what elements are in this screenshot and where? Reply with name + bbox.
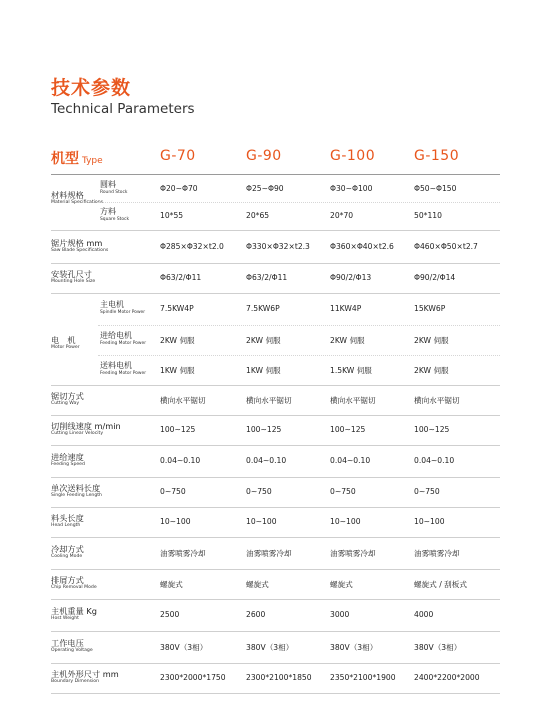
spec-value: 横向水平锯切 [414,396,460,405]
row-label-cn: 锯切方式 [51,391,84,401]
row-divider [98,355,500,356]
row-label [51,392,84,407]
spec-value: 1KW 伺服 [160,366,195,375]
row-divider [98,202,500,203]
spec-value: 螺旋式 [330,580,353,589]
group-label-cn: 材料规格 [51,190,84,200]
row-label-en: Host Weight [51,616,79,622]
spec-value: 2KW 伺服 [160,336,195,345]
group-label-material [51,191,103,206]
spec-value: 油雾喷雾冷却 [246,549,292,558]
model-header: G-150 [414,148,460,164]
type-header-en: Type [82,156,103,166]
spec-value: 10~100 [246,517,277,526]
spec-value: 2400*2200*2000 [414,673,480,682]
spec-value: 100~125 [160,425,196,434]
row-label-en: Mounting Hole Size [51,279,96,285]
row-label-en: Cooling Mode [51,554,83,560]
spec-value: Φ285×Φ32×t2.0 [160,241,224,251]
row-divider [51,663,500,664]
spec-value: Φ330×Φ32×t2.3 [246,241,310,251]
row-label-en: Head Length [51,523,81,529]
spec-value: 2KW 伺服 [246,336,281,345]
type-header [51,148,103,172]
type-header-cn: 机型 [51,151,79,167]
row-label [100,181,127,195]
spec-value: 100~125 [414,425,450,434]
row-label-cn: 排屑方式 [51,575,84,585]
table-top-rule [51,174,500,175]
row-label-cn: 送料电机 [100,361,132,370]
row-label-cn: 料头长度 [51,513,84,523]
spec-value: 0.04~0.10 [330,456,371,465]
spec-value: 1.5KW 伺服 [330,366,372,375]
spec-value: 0~750 [246,487,272,496]
row-divider [51,507,500,508]
row-label-en: Saw Blade Specifications [51,247,109,253]
row-label-cn: 工作电压 [51,638,84,648]
spec-value: 油雾喷雾冷却 [160,549,206,558]
spec-value: 油雾喷雾冷却 [414,549,460,558]
spec-value: 油雾喷雾冷却 [330,549,376,558]
row-divider [51,385,500,386]
page-title-en: Technical Parameters [51,101,195,117]
row-label-en: Chip Removal Mode [51,585,97,591]
row-label-cn: 进给电机 [100,331,132,340]
row-label-en: Feeding Speed [51,462,85,468]
row-label-en: Square Stock [100,217,130,222]
row-divider [51,445,500,446]
group-label-cn: 电 机 [51,335,76,345]
group-label-motor [51,336,80,351]
spec-value: Φ460×Φ50×t2.7 [414,241,478,251]
row-label [100,208,129,222]
row-divider [51,415,500,416]
spec-value: 0~750 [330,487,356,496]
row-label-cn: 主电机 [100,300,124,309]
row-label-cn: 方料 [100,207,116,216]
row-label [51,422,121,437]
row-label [51,607,97,622]
spec-value: 20*70 [330,211,354,220]
spec-value: 1KW 伺服 [246,366,281,375]
spec-value: 7.5KW4P [160,304,194,313]
row-label [51,576,97,591]
spec-value: 50*110 [414,211,442,220]
spec-value: Φ63/2/Φ11 [160,273,202,282]
row-divider [51,693,500,694]
row-label-cn: 冷却方式 [51,544,84,554]
spec-value: 0.04~0.10 [160,456,201,465]
row-label [100,301,145,315]
row-divider [51,599,500,600]
row-label [51,453,85,468]
model-header: G-90 [246,148,282,164]
spec-value: 螺旋式 [160,580,183,589]
spec-value: 2KW 伺服 [414,336,449,345]
row-label-en: Feeding Motor Power [100,371,147,376]
spec-value: 4000 [414,610,434,619]
spec-value: 10~100 [414,517,445,526]
spec-value: 7.5KW6P [246,304,280,313]
spec-value: 螺旋式 / 刮板式 [414,580,467,589]
spec-value: 2350*2100*1900 [330,673,396,682]
group-label-en: Motor Power [51,345,80,351]
row-label [51,639,93,654]
row-divider [51,230,500,231]
row-label [51,270,95,285]
spec-value: 横向水平锯切 [246,396,292,405]
row-label-cn: 安装孔尺寸 [51,269,92,279]
row-divider [51,477,500,478]
row-label-cn: 主机外形尺寸 mm [51,669,119,679]
spec-value: 0.04~0.10 [246,456,287,465]
spec-value: 横向水平锯切 [330,396,376,405]
spec-value: Φ90/2/Φ14 [414,273,456,282]
spec-value: 0~750 [160,487,186,496]
row-divider [51,631,500,632]
spec-value: 20*65 [246,211,270,220]
spec-value: Φ63/2/Φ11 [246,273,288,282]
row-label-en: Boundary Dimension [51,679,100,685]
spec-value: 380V（3相） [246,643,294,652]
spec-value: 3000 [330,610,350,619]
row-label [51,484,102,499]
spec-value: Φ30~Φ100 [330,183,373,193]
page-title-cn: 技术参数 [51,77,132,99]
row-divider [51,293,500,294]
row-label [51,239,108,254]
row-divider [51,537,500,538]
spec-value: 0.04~0.10 [414,456,455,465]
row-label-en: Cutting Linear Velocity [51,431,104,437]
spec-value: 100~125 [330,425,366,434]
spec-value: Φ50~Φ150 [414,183,457,193]
row-label-en: Feeding Motor Power [100,341,147,346]
spec-value: 10~100 [160,517,191,526]
row-label-cn: 切削线速度 m/min [51,421,121,431]
row-label [51,670,119,685]
row-divider [51,569,500,570]
row-label-en: Cutting Way [51,401,80,407]
row-label-en: Spindle Motor Power [100,310,146,315]
row-label-cn: 圆料 [100,179,116,189]
spec-value: 11KW4P [330,304,362,313]
row-label-en: Round Stock [100,189,128,195]
spec-value: 10~100 [330,517,361,526]
spec-value: Φ90/2/Φ13 [330,273,372,282]
spec-value: 380V（3相） [330,643,378,652]
spec-value: 15KW6P [414,304,446,313]
row-label-en: Operating Voltage [51,648,93,654]
spec-value: 10*55 [160,211,184,220]
spec-value: 2600 [246,610,266,619]
model-header: G-70 [160,148,196,164]
group-label-en: Material Specifications [51,200,104,206]
row-label [100,332,146,346]
spec-value: 2300*2100*1850 [246,673,312,682]
spec-value: 380V（3相） [414,643,462,652]
spec-value: 2KW 伺服 [414,366,449,375]
row-label [100,362,146,376]
spec-value: Φ25~Φ90 [246,183,284,193]
row-label [51,545,84,560]
spec-value: 380V（3相） [160,643,208,652]
spec-value: 横向水平锯切 [160,396,206,405]
row-label-cn: 主机重量 Kg [51,606,97,616]
row-label-en: Single Feeding Length [51,493,102,499]
row-label-cn: 单次送料长度 [51,483,101,493]
row-divider [51,263,500,264]
row-label [51,514,84,529]
spec-value: 2500 [160,610,180,619]
spec-value: Φ360×Φ40×t2.6 [330,241,394,251]
model-header: G-100 [330,148,376,164]
spec-value: Φ20~Φ70 [160,183,198,193]
spec-value: 螺旋式 [246,580,269,589]
spec-value: 0~750 [414,487,440,496]
row-label-cn: 进给速度 [51,452,84,462]
spec-value: 100~125 [246,425,282,434]
row-divider [98,325,500,326]
spec-value: 2KW 伺服 [330,336,365,345]
spec-value: 2300*2000*1750 [160,673,226,682]
row-label-cn: 锯片规格 mm [51,237,103,248]
